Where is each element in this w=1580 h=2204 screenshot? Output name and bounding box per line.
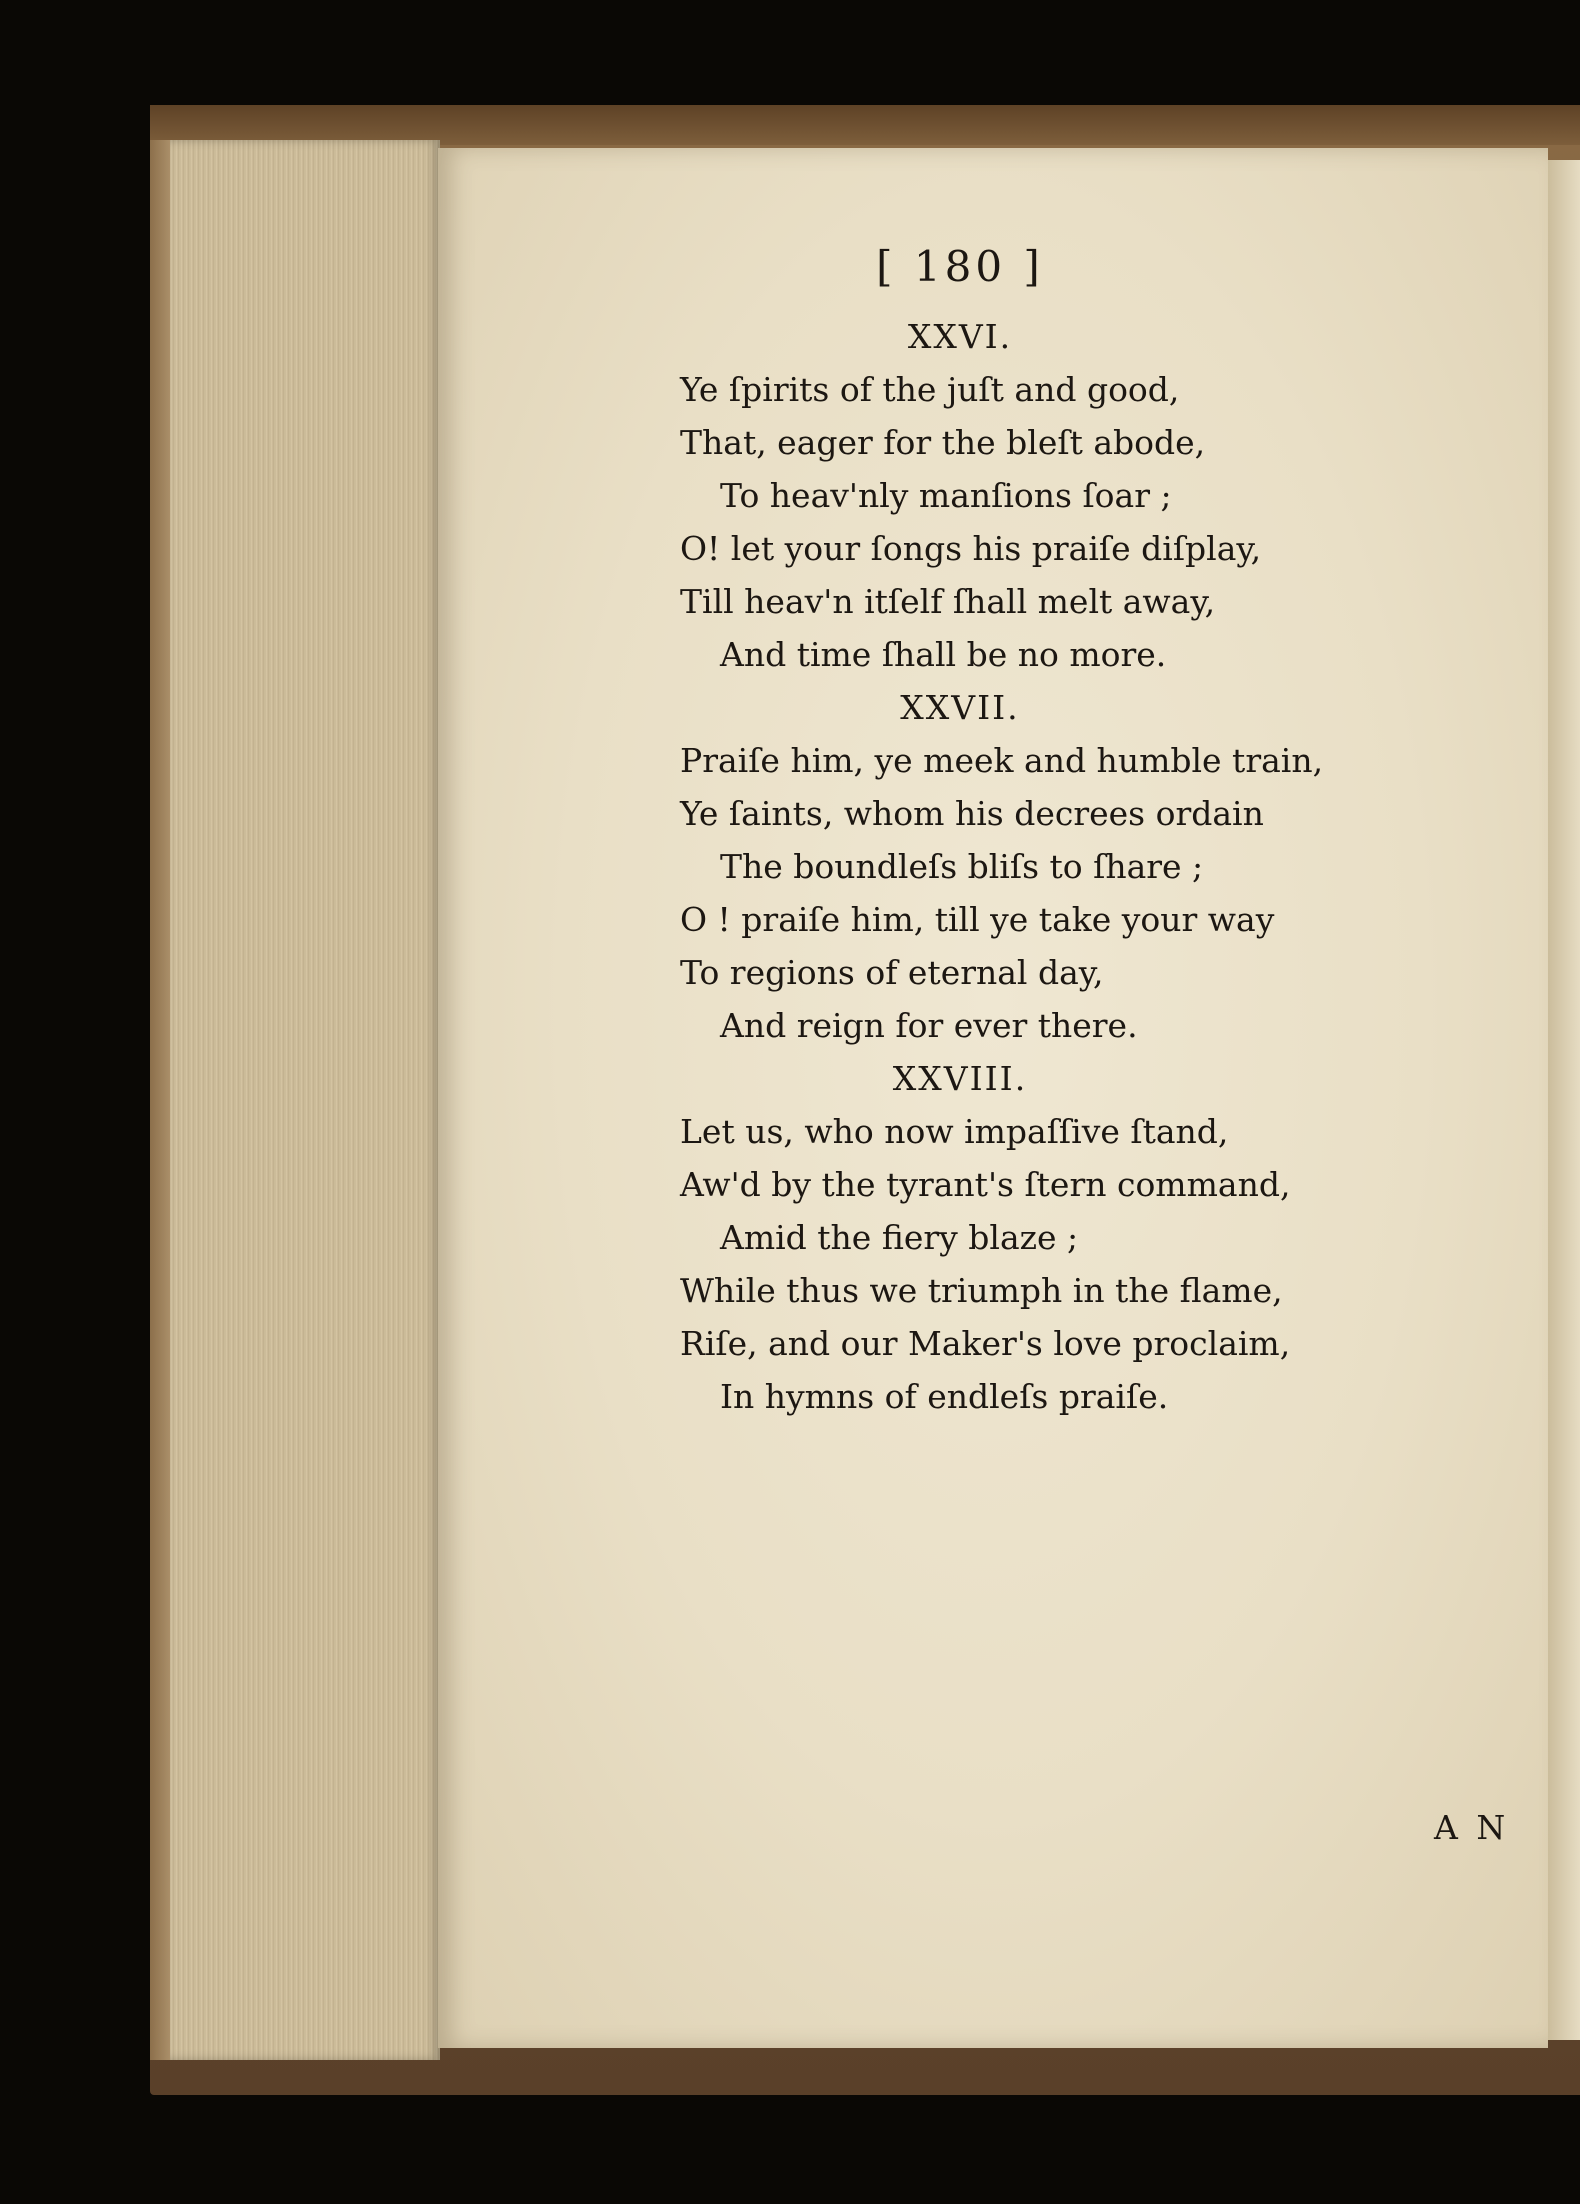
stanza-28 (680, 1052, 1400, 1423)
page-content (680, 240, 1400, 1423)
verse-line: O! let your ſongs his praiſe diſplay, (680, 529, 1262, 568)
stanza-heading: XXVIII. (892, 1059, 1028, 1098)
verse-line: And time ſhall be no more. (720, 635, 1167, 674)
verse-line: While thus we triumph in the flame, (680, 1271, 1283, 1310)
verse-line: Riſe, and our Maker's love proclaim, (680, 1324, 1291, 1363)
verse-line: That, eager for the bleſt abode, (680, 423, 1206, 462)
verse-line: Till heav'n itſelf ſhall melt away, (680, 582, 1216, 621)
verse-line: In hymns of endleſs praiſe. (720, 1377, 1169, 1416)
stanza-27 (680, 681, 1400, 1052)
page-number: [ 180 ] (876, 242, 1044, 291)
verse-line: Ye ſpirits of the juſt and good, (680, 370, 1180, 409)
verse-line: To heav'nly manſions ſoar ; (720, 476, 1172, 515)
verse-line: The boundleſs bliſs to ſhare ; (720, 847, 1204, 886)
verse-line: To regions of eternal day, (680, 953, 1104, 992)
verse-line: Amid the fiery blaze ; (720, 1218, 1079, 1257)
verse-line: Let us, who now impaſſive ſtand, (680, 1112, 1229, 1151)
book-top-edge (150, 105, 1580, 145)
verse-line: Praiſe him, ye meek and humble train, (680, 741, 1324, 780)
stanza-26 (680, 310, 1400, 681)
page-stack (170, 140, 440, 2060)
stanza-heading: XXVI. (907, 317, 1013, 356)
verse-line: And reign for ever there. (720, 1006, 1138, 1045)
stanza-heading: XXVII. (900, 688, 1020, 727)
verse-line: Ye ſaints, whom his decrees ordain (680, 794, 1264, 833)
next-page-edge (1548, 160, 1580, 2040)
verse-line: Aw'd by the tyrant's ſtern command, (680, 1165, 1291, 1204)
catchword: A N (1434, 1808, 1510, 1847)
verse-line: O ! praiſe him, till ye take your way (680, 900, 1275, 939)
